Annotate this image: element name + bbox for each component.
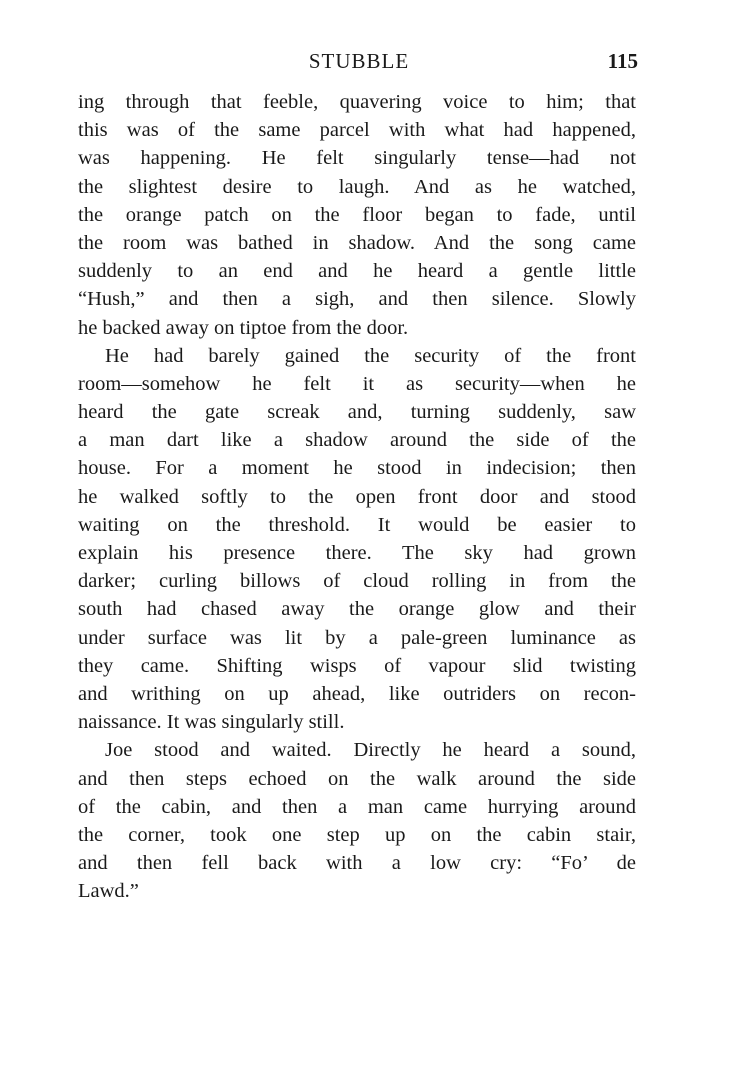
text-line: the corner, took one step up on the cabin stair, — [78, 823, 636, 846]
text-line: a man dart like a shadow around the side of the — [78, 429, 636, 452]
text-line: the room was bathed in shadow. And the song came — [78, 231, 636, 254]
text-line: ing through that feeble, quavering voice to him; that — [78, 91, 636, 113]
text-line: was happening. He felt singularly tense—had not — [78, 147, 636, 170]
text-line: room—somehow he felt it as security—when he — [78, 372, 636, 395]
text-line: house. For a moment he stood in indecision; then — [78, 457, 636, 480]
text-line: south had chased away the orange glow and their — [78, 598, 636, 621]
text-line: under surface was lit by a pale-green luminance as — [78, 626, 636, 649]
page-number: 115 — [607, 49, 638, 73]
text-line: heard the gate screak and, turning suddenly, saw — [78, 401, 636, 424]
body-text — [78, 88, 636, 905]
running-title: STUBBLE — [308, 49, 410, 73]
text-line: the slightest desire to laugh. And as he watched, — [78, 175, 636, 198]
text-line: naissance. It was singularly still. — [78, 711, 345, 734]
text-line: they came. Shifting wisps of vapour slid twisting — [78, 654, 636, 677]
text-line: this was of the same parcel with what had happened, — [78, 119, 636, 142]
text-line: Lawd.” — [78, 880, 139, 903]
text-line: “Hush,” and then a sigh, and then silence. Slowly — [78, 288, 636, 311]
text-line: and writhing on up ahead, like outriders on recon- — [78, 682, 636, 705]
text-line: explain his presence there. The sky had grown — [78, 542, 636, 564]
text-line: he walked softly to the open front door and stood — [78, 485, 636, 508]
text-line: darker; curling billows of cloud rolling in from the — [78, 570, 636, 593]
text-line: and then steps echoed on the walk around the side — [78, 767, 636, 790]
text-line: Joe stood and waited. Directly he heard a sound, — [105, 739, 636, 762]
text-line: of the cabin, and then a man came hurrying around — [78, 795, 636, 818]
text-line: suddenly to an end and he heard a gentle little — [78, 260, 636, 283]
text-line: waiting on the threshold. It would be easier to — [78, 513, 636, 536]
text-line: He had barely gained the security of the front — [105, 344, 636, 367]
text-line: and then fell back with a low cry: “Fo’ de — [78, 852, 636, 875]
text-line: he backed away on tiptoe from the door. — [78, 316, 409, 339]
paragraph-2 — [78, 342, 636, 737]
paragraph-1 — [78, 88, 636, 342]
paragraph-3 — [78, 736, 636, 905]
running-head — [80, 46, 638, 76]
text-line: the orange patch on the floor began to fade, until — [78, 203, 636, 226]
